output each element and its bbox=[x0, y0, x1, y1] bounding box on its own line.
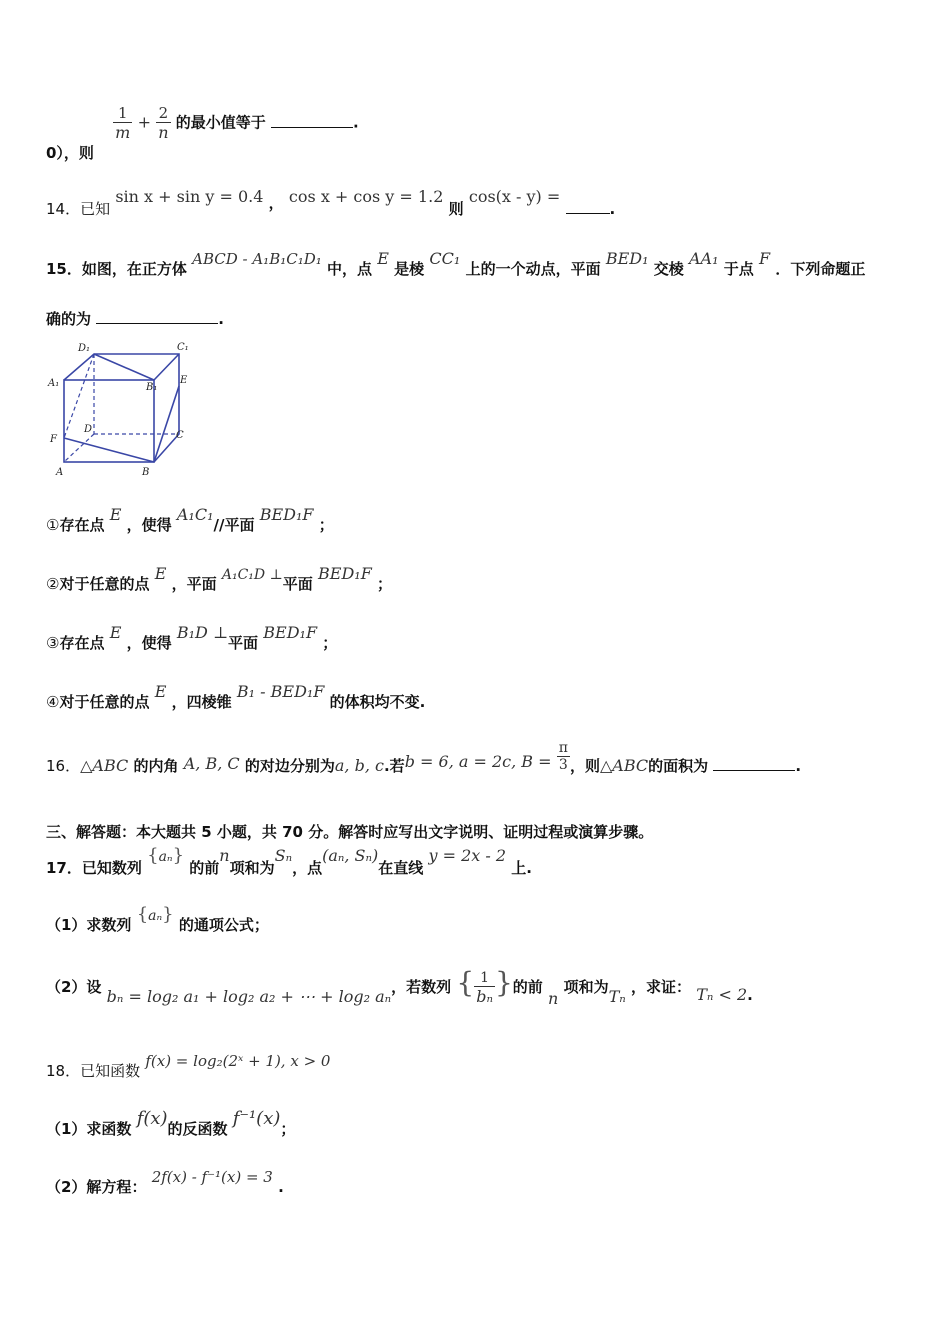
q17-part-1: （1）求数列 {aₙ} 的通项公式； bbox=[46, 904, 269, 934]
q16-pi-fraction: $\frac{\pi}{3}$ bbox=[558, 740, 568, 773]
option-1: ①存在点 E ，使得 A₁C₁//平面 BED₁F ； bbox=[46, 505, 334, 534]
label-C1: C₁ bbox=[177, 342, 189, 353]
label-B1: B₁ bbox=[146, 382, 158, 393]
q13-answer-blank[interactable] bbox=[271, 127, 353, 128]
label-F: F bbox=[50, 434, 57, 445]
q13-prefix: 0），则 bbox=[46, 143, 94, 162]
q13-line: 0），则 $\frac{1}{m}$ + $\frac{2}{n}$ 的最小值等于 . bbox=[46, 104, 359, 162]
option-4: ④对于任意的点 E ，四棱锥 B₁ - BED₁F 的体积均不变. bbox=[46, 682, 426, 711]
label-C: C bbox=[176, 430, 184, 441]
option-3: ③存在点 E ，使得 B₁D ⊥平面 BED₁F ； bbox=[46, 623, 338, 652]
q14-expr-2: cos x + cos y = 1.2 bbox=[288, 187, 444, 206]
q17-reciprocal-fraction: $\frac{1}{\text{bₙ}}$ bbox=[476, 969, 493, 1006]
q15-line-1: 15．如图，在正方体 ABCD - A₁B₁C₁D₁ 中，点 E 是棱 CC₁ 上的一个动点，平面 BED₁ 交棱 AA₁ 于点 F ．下列命题正 bbox=[46, 249, 866, 278]
label-D: D bbox=[84, 424, 93, 435]
cube-figure bbox=[44, 338, 194, 480]
q15-answer-blank[interactable] bbox=[96, 323, 218, 324]
label-E: E bbox=[180, 375, 188, 386]
q16-line: 16．△ABC 的内角 A, B, C 的对边分别为a, b, c.若b = 6, a = 2c, B = $\frac{\pi}{3}$ ，则△ABC的面积为 . bbox=[46, 740, 802, 775]
q14-expr-1: sin x + sin y = 0.4 bbox=[115, 187, 264, 206]
section-3-header: 三、解答题：本大题共 5 小题，共 70 分。解答时应写出文字说明、证明过程或演算步骤。 bbox=[46, 823, 654, 841]
q14-expr-3: cos(x - y) = bbox=[468, 187, 561, 206]
label-A1: A₁ bbox=[48, 378, 60, 389]
q18-part-2: （2）解方程： 2f(x) - f⁻¹(x) = 3 . bbox=[46, 1168, 284, 1196]
q13-fraction-1: $\frac{1}{m}$ bbox=[115, 104, 131, 142]
q18-line: 18．已知函数 f(x) = log₂(2ˣ + 1), x > 0 bbox=[46, 1052, 331, 1080]
section-BE bbox=[154, 386, 179, 462]
q15-line-2: 确的为 . bbox=[46, 310, 224, 328]
q14-answer-blank[interactable] bbox=[566, 213, 610, 214]
q17-part-2: （2）设 bₙ = log₂ a₁ + log₂ a₂ + ⋯ + log₂ aₙ，若数列 { $\frac{1}{\text{bₙ}}$ }的前 n 项和为Tₙ ，求证： Tₙ < 2. bbox=[46, 966, 753, 1008]
label-B: B bbox=[142, 467, 150, 478]
q14-number: 14．已知 bbox=[46, 200, 111, 218]
q17-line: 17．已知数列 {aₙ} 的前n项和为Sₙ，点(aₙ, Sₙ)在直线 y = 2x - 2 上. bbox=[46, 845, 532, 877]
option-2: ②对于任意的点 E ，平面 A₁C₁D ⊥平面 BED₁F ； bbox=[46, 564, 393, 593]
q16-answer-blank[interactable] bbox=[713, 770, 795, 771]
q13-fraction-2: $\frac{2}{n}$ bbox=[158, 104, 169, 142]
q13-suffix: 的最小值等于 bbox=[175, 113, 266, 132]
label-A: A bbox=[56, 467, 64, 478]
q14-line: 14．已知 sin x + sin y = 0.4 ， cos x + cos y = 1.2 则 cos(x - y) = . bbox=[46, 187, 616, 218]
q18-part-1: （1）求函数 f(x)的反函数 f⁻¹(x)； bbox=[46, 1108, 296, 1138]
label-D1: D₁ bbox=[78, 343, 91, 354]
q15-cube: ABCD - A₁B₁C₁D₁ bbox=[192, 250, 322, 268]
